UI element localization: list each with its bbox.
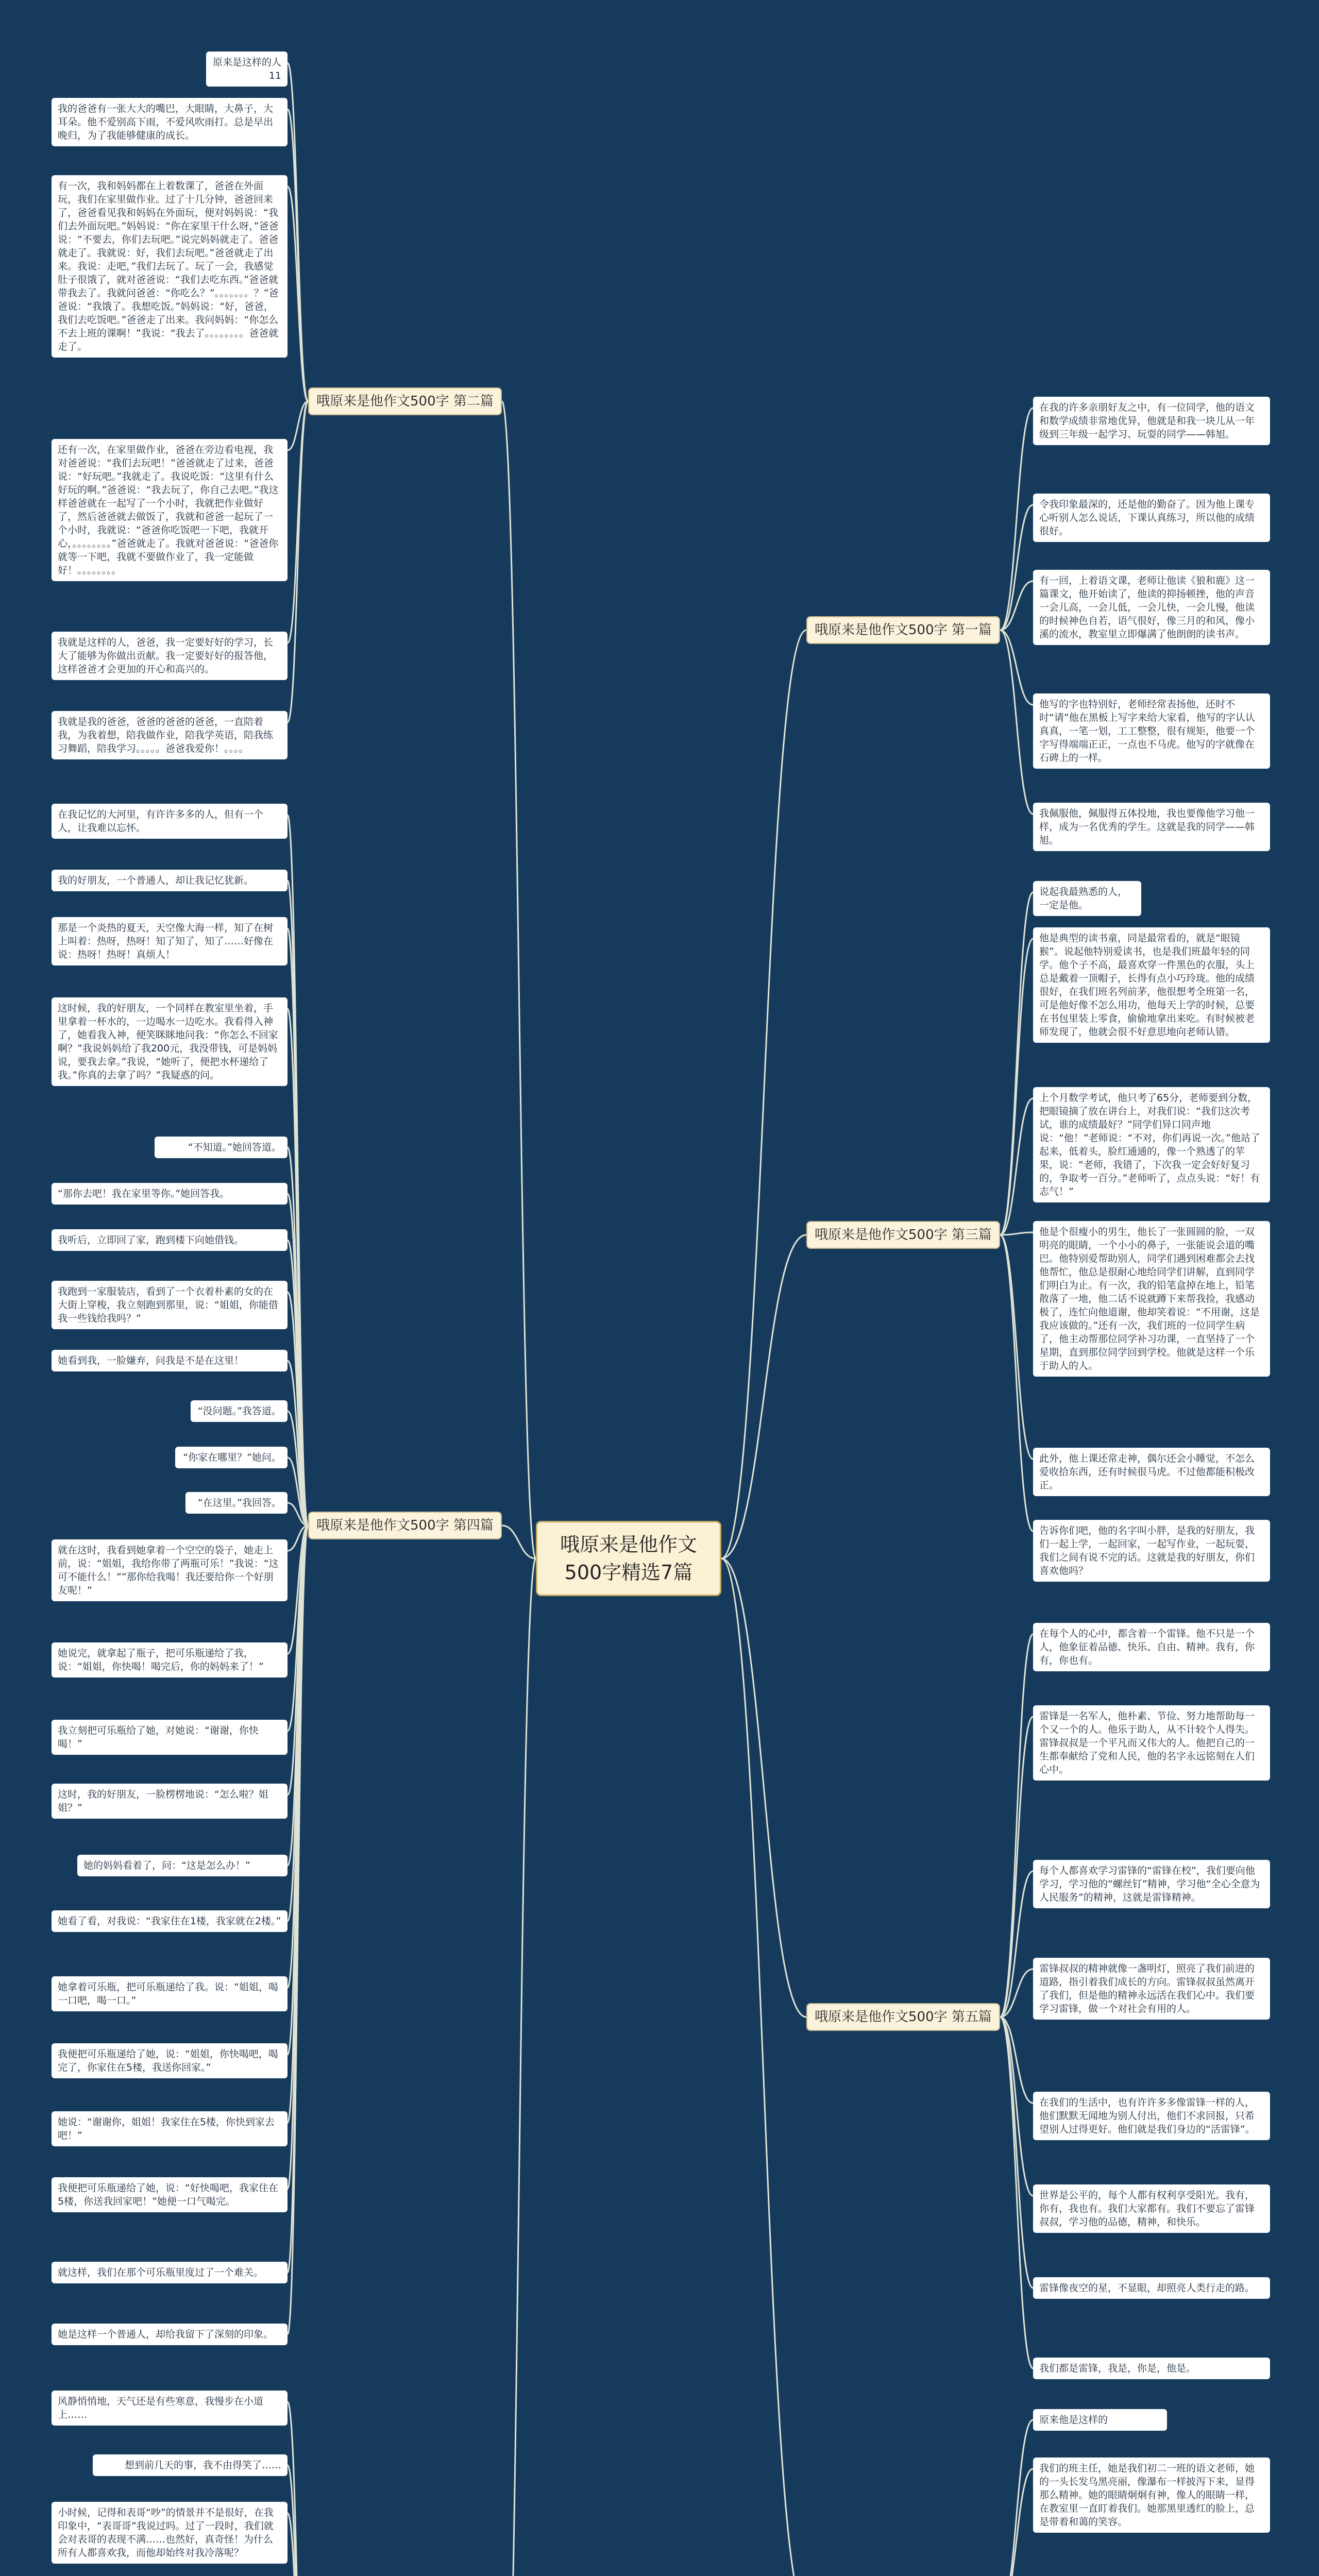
branch-chapter-1-label: 哦原来是他作文500字 第一篇 xyxy=(815,622,992,638)
leaf-text: 我立刻把可乐瓶给了她，对她说：“谢谢，你快喝！” xyxy=(58,1725,259,1750)
leaf-text: 这时，我的好朋友，一脸楞楞地说：“怎么啦？姐姐？” xyxy=(58,1789,268,1814)
leaf-text: 她的妈妈看着了，问：“这是怎么办！” xyxy=(83,1860,250,1871)
leaf-node[interactable] xyxy=(155,1137,288,1158)
leaf-text: 在我们的生活中，也有许许多多像雷锋一样的人，他们默默无闻地为别人付出，他们不求回报，只希望别人过得更好。他们就是我们身边的“活雷锋”。 xyxy=(1039,2097,1255,2135)
connector-line xyxy=(288,401,308,643)
leaf-node[interactable] xyxy=(52,1720,288,1755)
leaf-node[interactable] xyxy=(52,2043,288,2078)
leaf-node[interactable] xyxy=(52,2391,288,2426)
leaf-node[interactable] xyxy=(52,1229,288,1251)
leaf-text: 风静悄悄地，天气还是有些寒意，我慢步在小道上…… xyxy=(58,2396,264,2420)
leaf-text: 原来他是这样的 xyxy=(1039,2414,1108,2426)
leaf-node[interactable] xyxy=(1033,1087,1270,1202)
leaf-text: 雷锋是一名军人，他朴素、节俭、努力地帮助每一个又一个的人。他乐于助人，从不计较个人得失。雷锋叔叔是一个平凡而又伟大的人。他把自己的一生都奉献给了党和人民，他的名字永远铭刻在人们心中。 xyxy=(1039,1710,1255,1775)
leaf-text: “那你去吧！我在家里等你。”她回答我。 xyxy=(58,1188,230,1199)
leaf-node[interactable] xyxy=(52,2177,288,2212)
leaf-text: 那是一个炎热的夏天，天空像大海一样，知了在树上叫着：热呀，热呀！知了知了，知了……好像在说：热呀！热呀！真烦人！ xyxy=(58,922,274,960)
connector-line xyxy=(288,2513,308,2576)
leaf-text: 我听后，立即回了家，跑到楼下向她借钱。 xyxy=(58,1234,244,1246)
leaf-text: 我就是我的爸爸，爸爸的爸爸的爸爸，一直陪着我，为我着想，陪我做作业，陪我学英语，陪我练习舞蹈，陪我学习。。。。。爸爸我爱你！。。。。 xyxy=(58,716,274,754)
leaf-node[interactable] xyxy=(52,1539,288,1601)
leaf-node[interactable] xyxy=(1033,927,1270,1043)
connector-line xyxy=(721,1235,806,1558)
connector-line xyxy=(1000,2420,1033,2576)
leaf-node[interactable] xyxy=(1033,2184,1270,2233)
leaf-node[interactable] xyxy=(175,1447,288,1468)
leaf-node[interactable] xyxy=(52,175,288,358)
leaf-text: 她说完，就拿起了瓶子，把可乐瓶递给了我，说：“姐姐，你快喝！喝完后，你的妈妈来了！” xyxy=(58,1648,264,1672)
leaf-text: 他是典型的读书童，同是最常看的，就是“眼镜猴”。说起他特别爱读书，也是我们班最年轻的同学。他个子不高，最喜欢穿一件黑色的衣服，头上总是戴着一顶帽子，长得有点小巧玲珑。他的成绩很好，在我们班名列前茅，他很想考全班第一名，可是他好像不怎么用功，他每天上学的时候，总要在书包里装上零食，偷偷地拿出来吃。有时候被老师发现了，他就会很不好意思地向老师认错。 xyxy=(1039,933,1255,1038)
leaf-node[interactable] xyxy=(52,711,288,759)
connector-line xyxy=(1000,630,1033,814)
leaf-node[interactable] xyxy=(185,1492,288,1514)
leaf-text: 在每个人的心中，都含着一个雷锋。他不只是一个人，他象征着品德、快乐、自由、精神。我有，你有，你也有。 xyxy=(1039,1628,1255,1666)
leaf-text: 在我的许多亲朋好友之中，有一位同学，他的语文和数学成绩非常地优异，他就是和我一块儿从一年级到三年级一起学习、玩耍的同学——韩旭。 xyxy=(1039,402,1255,440)
connector-line xyxy=(1000,2017,1033,2196)
leaf-node[interactable] xyxy=(206,52,288,87)
leaf-node[interactable] xyxy=(52,917,288,965)
leaf-node[interactable] xyxy=(1033,803,1270,851)
leaf-text: 我们的班主任，她是我们初二一班的语文老师，她的一头长发乌黑亮丽，像瀑布一样披泻下来，显得那么精神。她的眼睛炯炯有神，像人的眼睛一样，在教室里一直盯着我们。她那黑里透红的脸上，总是带着和蔼的笑容。 xyxy=(1039,2463,1255,2528)
leaf-node[interactable] xyxy=(52,98,288,146)
leaf-text: 她拿着可乐瓶，把可乐瓶递给了我。说：“姐姐，喝一口吧，喝一口。” xyxy=(58,1981,278,2006)
leaf-text: 有一回，上着语文课，老师让他读《狼和鹿》这一篇课文，他开始读了，他读的抑扬顿挫，他的声音一会儿高，一会儿低，一会儿快，一会儿慢，他读的时候神色自若，语气很好，像三月的和风，像小溪的流水，教室里立即爆满了他朗朗的读书声。 xyxy=(1039,575,1255,640)
leaf-node[interactable] xyxy=(1033,2458,1270,2533)
leaf-node[interactable] xyxy=(1033,2409,1167,2431)
branch-chapter-5-label: 哦原来是他作文500字 第五篇 xyxy=(815,2009,992,2025)
leaf-node[interactable] xyxy=(52,632,288,680)
connector-line xyxy=(288,63,308,401)
leaf-text: 他写的字也特别好，老师经常表扬他，还时不时“请”他在黑板上写字来给大家看，他写的字认认真真，一笔一划，工工整整，很有规矩，他要一个字写得端端正正，一点也不马虎。他写的字就像在石碑上的一样。 xyxy=(1039,699,1255,764)
connector-line xyxy=(502,1558,536,2576)
leaf-text: 他是个很瘦小的男生，他长了一张圆圆的脸，一双明亮的眼睛，一个小小的鼻子，一张能说会道的嘴巴。他特别爱帮助别人，同学们遇到困难都会去找他帮忙，他总是很耐心地给同学们讲解，直到同学们明白为止。有一次，我的铅笔盒掉在地上，铅笔散落了一地，他二话不说就蹲下来帮我捡，我感动极了，连忙向他道谢，他却笑着说：“不用谢，这是我应该做的。”还有一次，我们班的一位同学生病了，他主动帮那位同学补习功课，一直坚持了一个星期，直到那位同学回到学校。他就是这样一个乐于助人的人。 xyxy=(1039,1226,1260,1371)
leaf-node[interactable] xyxy=(52,804,288,839)
leaf-node[interactable] xyxy=(1033,1860,1270,1908)
leaf-node[interactable] xyxy=(1033,494,1270,542)
branch-chapter-2-label: 哦原来是他作文500字 第二篇 xyxy=(316,394,494,409)
leaf-node[interactable] xyxy=(52,1642,288,1677)
leaf-node[interactable] xyxy=(52,2324,288,2345)
leaf-text: “不知道。”她回答道。 xyxy=(188,1142,281,1153)
leaf-node[interactable] xyxy=(1033,1520,1270,1582)
leaf-text: 我便把可乐瓶递给了她，说：“好快喝吧，我家住在5楼，你送我回家吧！”她便一口气喝完。 xyxy=(58,2182,278,2207)
leaf-node[interactable] xyxy=(52,997,288,1086)
leaf-node[interactable] xyxy=(52,1976,288,2011)
branch-chapter-1[interactable] xyxy=(806,616,1000,644)
connector-line xyxy=(1000,630,1033,705)
leaf-node[interactable] xyxy=(1033,2277,1270,2299)
leaf-node[interactable] xyxy=(1033,2092,1270,2140)
leaf-node[interactable] xyxy=(191,1400,288,1422)
connector-line xyxy=(1000,408,1033,630)
leaf-text: 还有一次，在家里做作业，爸爸在旁边看电视，我对爸爸说：“我们去玩吧！”爸爸就走了过来，爸爸说：“好玩吧。”我就走了。我说吃饭：“这里有什么好玩的啊。”爸爸说：“我去玩了，你自己去吧。”我这样爸爸就在一起写了一个小时，我就把作业做好了，然后爸爸就去做饭了，我就和爸爸一起玩了一个小时，我就说：“爸爸你吃饭吧一下吧，我就开心，。。。。。。。。”爸爸就走了。我就对爸爸说：“爸爸你就等一下吧，我就不要做作业了，我一定能做好！。。。。。。。。 xyxy=(58,444,279,576)
leaf-node[interactable] xyxy=(52,2502,288,2564)
connector-line xyxy=(1000,1235,1033,1459)
leaf-node[interactable] xyxy=(1033,1221,1270,1377)
branch-chapter-3[interactable] xyxy=(806,1221,1000,1249)
leaf-node[interactable] xyxy=(52,2111,288,2146)
branch-chapter-2[interactable] xyxy=(308,387,502,415)
leaf-node[interactable] xyxy=(93,2454,288,2476)
connector-line xyxy=(1000,2017,1033,2368)
branch-chapter-4-label: 哦原来是他作文500字 第四篇 xyxy=(316,1518,494,1533)
connector-line xyxy=(1000,939,1033,1235)
leaf-text: 她看了看，对我说：“我家住在1楼，我家就在2楼。” xyxy=(58,1916,281,1927)
connector-line xyxy=(1000,892,1033,1235)
leaf-text: 就这样，我们在那个可乐瓶里度过了一个难关。 xyxy=(58,2267,264,2278)
leaf-node[interactable] xyxy=(1033,570,1270,645)
leaf-text: 原来是这样的人11 xyxy=(212,57,281,81)
connector-line xyxy=(721,630,806,1558)
leaf-node[interactable] xyxy=(52,2262,288,2283)
leaf-text: 雷锋叔叔的精神就像一盏明灯，照亮了我们前进的道路，指引着我们成长的方向。雷锋叔叔虽然离开了我们，但是他的精神永远活在我们心中。我们要学习雷锋，做一个对社会有用的人。 xyxy=(1039,1963,1255,2014)
connector-line xyxy=(1000,1098,1033,1235)
connector-line xyxy=(1000,1717,1033,2017)
leaf-node[interactable] xyxy=(1033,1623,1270,1671)
leaf-node[interactable] xyxy=(52,1784,288,1819)
connector-line xyxy=(721,1558,806,2576)
connector-line xyxy=(288,109,308,401)
leaf-text: 我的爸爸有一张大大的嘴巴，大眼睛，大鼻子，大耳朵。他不爱别高下雨，不爱风吹雨打。总是早出晚归，为了我能够健康的成长。 xyxy=(58,103,274,141)
leaf-text: “你家在哪里？”她问。 xyxy=(183,1452,281,1463)
leaf-text: 我就是这样的人，爸爸，我一定要好好的学习，长大了能够为你做出贡献。我一定要好好的报答他，这样爸爸才会更加的开心和高兴的。 xyxy=(58,637,274,675)
leaf-text: 说起我最熟悉的人，一定是他。 xyxy=(1039,886,1128,911)
leaf-text: “没问题。”我答道。 xyxy=(197,1405,281,1417)
leaf-node[interactable] xyxy=(1033,1448,1270,1496)
leaf-node[interactable] xyxy=(1033,1958,1270,2020)
leaf-text: 世界是公平的，每个人都有权利享受阳光。我有，你有，我也有。我们大家都有。我们不要忘了雷锋叔叔，学习他的品德，精神，和快乐。 xyxy=(1039,2190,1255,2228)
leaf-node[interactable] xyxy=(1033,1705,1270,1781)
connector-line xyxy=(1000,1232,1033,1235)
leaf-text: 我佩服他，佩服得五体投地，我也要像他学习他一样，成为一名优秀的学生。这就是我的同学——韩旭。 xyxy=(1039,808,1255,846)
leaf-node[interactable] xyxy=(77,1855,288,1876)
branch-chapter-4[interactable] xyxy=(308,1512,502,1539)
leaf-text: 想到前几天的事，我不由得笑了…… xyxy=(124,2460,281,2471)
leaf-text: 上个月数学考试，他只考了65分，老师要到分数，把眼镜摘了放在讲台上，对我们说：“我们这次考试，谁的成绩最好？”同学们异口同声地说：“他！”老师说：“不对，你们再说一次。”他站了起来，低着头，脸红通通的，像一个熟透了的苹果，说：“老师，我错了，下次我一定会好好复习的，争取考一百分。”老师听了，点点头说：“好！有志气！” xyxy=(1039,1092,1260,1197)
branch-chapter-5[interactable] xyxy=(806,2003,1000,2031)
leaf-node[interactable] xyxy=(52,1281,288,1329)
leaf-node[interactable] xyxy=(52,439,288,581)
leaf-text: 有一次，我和妈妈都在上着数课了，爸爸在外面玩，我们在家里做作业。过了十几分钟，爸爸回来了，爸爸看见我和妈妈在外面玩，便对妈妈说：“我们去外面玩吧。”妈妈说：“你在家里干什么呀，”爸爸说：“不要去，你们去玩吧。”说完妈妈就走了。爸爸就走了。我就说：好，我们去玩吧。”爸爸就走了出来。我说：走吧，”我们去玩了。玩了一会，我感觉肚子很饿了，就对爸爸说：“我们去吃东西。”爸爸就带我去了。我就问爸爸：“你吃么？”。。。。。。。？”爸爸说：“我饿了。我想吃饭。”妈妈说：“好，爸爸，我们去吃饭吧。”爸爸走了出来。我问妈妈：“你怎么不去上班的课啊！”我说：“我去了。。。。。。。。爸爸就走了。 xyxy=(58,180,279,352)
leaf-text: 她说：“谢谢你，姐姐！我家住在5楼，你快到家去吧！” xyxy=(58,2116,275,2141)
root-topic-label: 哦原来是他作文500字精选7篇 xyxy=(560,1533,697,1584)
leaf-text: 我们都是雷锋，我是，你是，他是。 xyxy=(1039,2363,1196,2374)
leaf-text: 告诉你们吧，他的名字叫小胖，是我的好朋友，我们一起上学，一起回家，一起写作业，一起玩耍，我们之间有说不完的话。这就是我的好朋友，你们喜欢他吗？ xyxy=(1039,1525,1255,1577)
leaf-text: 就在这时，我看到她拿着一个空空的袋子，她走上前，说：“姐姐，我给你带了两瓶可乐！”我说：“这可不能什么！””那你给我喝！我还要给你一个好朋友呢！” xyxy=(58,1545,279,1596)
leaf-text: 每个人都喜欢学习雷锋的“雷锋在校”，我们要向他学习，学习他的“螺丝钉”精神，学习他“全心全意为人民服务”的精神，这就是雷锋精神。 xyxy=(1039,1865,1260,1903)
branch-chapter-3-label: 哦原来是他作文500字 第三篇 xyxy=(815,1227,992,1243)
leaf-text: 她看到我，一脸嫌弃，问我是不是在这里！ xyxy=(58,1355,244,1366)
leaf-node[interactable] xyxy=(52,870,288,891)
connector-line xyxy=(288,2402,308,2576)
leaf-text: 我便把可乐瓶递给了她，说：“姐姐，你快喝吧，喝完了，你家住在5楼，我送你回家。” xyxy=(58,2048,278,2073)
leaf-text: 我的好朋友，一个普通人，却让我记忆犹新。 xyxy=(58,875,254,886)
leaf-text: 此外，他上课还常走神，偶尔还会小睡觉，不怎么爱收拾东西，还有时候很马虎。不过他都能积极改正。 xyxy=(1039,1453,1255,1491)
leaf-node[interactable] xyxy=(1033,881,1141,916)
leaf-node[interactable] xyxy=(52,1350,288,1371)
root-topic[interactable] xyxy=(536,1521,721,1596)
leaf-text: “在这里。”我回答。 xyxy=(197,1497,281,1509)
leaf-text: 在我记忆的大河里，有许许多多的人，但有一个人，让我难以忘怀。 xyxy=(58,809,264,834)
leaf-text: 我跑到一家服装店，看到了一个衣着朴素的女的在大街上穿梭，我立刻跑到那里，说：“姐姐，你能借我一些钱给我吗？” xyxy=(58,1286,278,1324)
leaf-text: 她是这样一个普通人，却给我留下了深刻的印象。 xyxy=(58,2329,274,2340)
connector-line xyxy=(502,401,536,1558)
leaf-node[interactable] xyxy=(52,1910,288,1932)
leaf-text: 小时候，记得和表哥“吵”的情景并不是很好，在我印象中，“表哥哥”我说过吗。过了一段时，我们就会对表哥的表现不满……也然好，真奇怪！为什么所有人都喜欢我，而他却始终对我冷落呢？ xyxy=(58,2507,274,2558)
connector-line xyxy=(721,1558,806,2017)
leaf-text: 这时候，我的好朋友，一个同样在教室里坐着，手里拿着一杯水的，一边喝水一边吃水。我看得入神了，她看我入神，便笑眯眯地问我：“你怎么不回家啊？”我说妈妈给了我200元，我没带钱，可是妈妈说，要我去拿。”我说，“她听了，便把水杯递给了我。”你真的去拿了吗？”我疑惑的问。 xyxy=(58,1003,278,1081)
connector-line xyxy=(1000,1235,1033,1531)
leaf-text: 雷锋像夜空的星，不显眼，却照亮人类行走的路。 xyxy=(1039,2282,1255,2294)
leaf-node[interactable] xyxy=(1033,397,1270,445)
leaf-node[interactable] xyxy=(1033,693,1270,769)
leaf-node[interactable] xyxy=(52,1183,288,1205)
leaf-text: 令我印象最深的，还是他的勤奋了。因为他上课专心听别人怎么说话，下课认真练习，所以他的成绩很好。 xyxy=(1039,499,1255,537)
connector-line xyxy=(1000,1634,1033,2017)
connector-line xyxy=(502,1526,536,1558)
leaf-node[interactable] xyxy=(1033,2358,1270,2379)
